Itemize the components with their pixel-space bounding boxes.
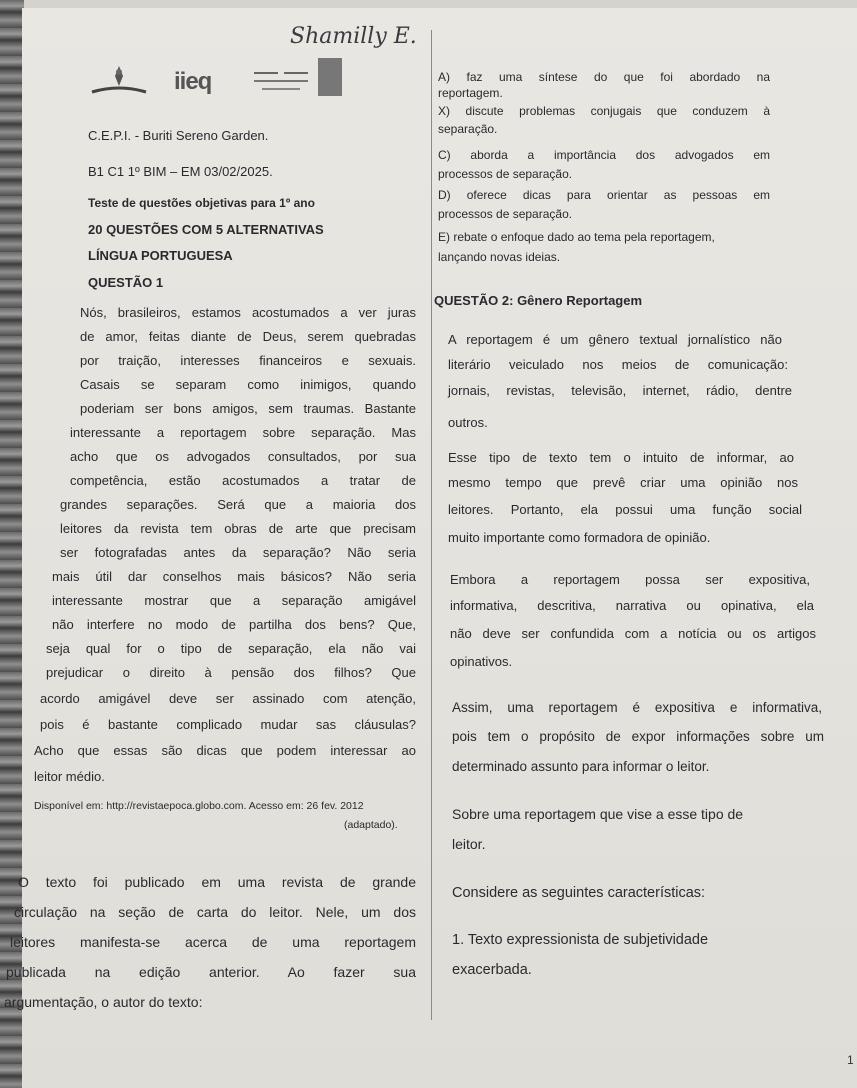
text-line: não interfere no modo de partilha dos bens? Que, — [52, 617, 416, 632]
text-line: por traição, interesses financeiros e sexuais. — [80, 353, 416, 368]
spiral-binding — [0, 0, 24, 1088]
consider-prompt: Considere as seguintes características: — [452, 885, 706, 901]
text-line: interessante mostrar que a separação amigável — [52, 593, 416, 608]
option-c[interactable]: C) aborda a importância dos advogados em — [438, 148, 770, 162]
option-e-cont: lançando novas ideias. — [438, 250, 561, 264]
subject-title: LÍNGUA PORTUGUESA — [88, 248, 233, 263]
class-line: B1 C1 1º BIM – EM 03/02/2025. — [88, 164, 273, 179]
government-logo-icon — [248, 64, 318, 98]
questions-info: 20 QUESTÕES COM 5 ALTERNATIVAS — [88, 222, 324, 237]
text-line: leitores da revista tem obras de arte que precisam — [60, 521, 416, 536]
institution-logo-text: iieq — [174, 68, 212, 95]
option-a[interactable]: A) faz uma síntese do que foi abordado na — [438, 70, 770, 84]
text-line: mesmo tempo que prevê criar uma opinião nos — [448, 475, 798, 490]
text-line: Nós, brasileiros, estamos acostumados a ver juras — [80, 305, 416, 320]
text-line: acordo amigável deve ser assinado com atenção, — [40, 691, 416, 706]
text-line: Esse tipo de texto tem o intuito de informar, ao — [448, 450, 794, 465]
source-adapted: (adaptado). — [344, 819, 398, 831]
option-d-cont: processos de separação. — [438, 207, 573, 221]
text-line: muito importante como formadora de opinião. — [448, 530, 711, 545]
text-line: pois é bastante complicado mudar sas cláusulas? — [40, 717, 416, 732]
text-line: interessante a reportagem sobre separação. Mas — [70, 425, 416, 440]
column-divider — [431, 30, 432, 1020]
text-line: mais útil dar conselhos mais básicos? Não seria — [52, 569, 416, 584]
text-line: grandes separações. Será que a maioria dos — [60, 497, 416, 512]
text-line: acho que os advogados consultados, por sua — [70, 449, 416, 464]
text-line: leitor. — [452, 836, 486, 852]
option-b-cont: separação. — [438, 122, 498, 136]
text-line: pois tem o propósito de expor informações sobre um — [452, 729, 824, 744]
text-line: opinativos. — [450, 654, 513, 669]
text-line: ser fotografadas antes da separação? Não seria — [60, 545, 416, 560]
option-d[interactable]: D) oferece dicas para orientar as pessoas em — [438, 188, 770, 202]
text-line: poderiam ser bons amigos, sem traumas. Bastante — [80, 401, 416, 416]
text-line: Embora a reportagem possa ser expositiva, — [450, 572, 810, 587]
question-1-title: QUESTÃO 1 — [88, 275, 164, 290]
prompt-line: argumentação, o autor do texto: — [4, 994, 203, 1010]
text-line: de amor, feitas diante de Deus, serem quebradas — [80, 329, 416, 344]
option-b-marked[interactable]: X) discute problemas conjugais que conduzem à — [438, 104, 770, 118]
text-line: determinado assunto para informar o leitor. — [452, 759, 710, 774]
school-name: C.E.P.I. - Buriti Sereno Garden. — [88, 128, 269, 143]
question-2-title: QUESTÃO 2: Gênero Reportagem — [434, 293, 643, 308]
prompt-line: leitores manifesta-se acerca de uma reportagem — [10, 934, 416, 950]
text-line: competência, estão acostumados a tratar de — [70, 473, 416, 488]
text-line: jornais, revistas, televisão, internet, rádio, dentre — [448, 383, 792, 398]
text-line: literário veiculado nos meios de comunicação: — [448, 357, 788, 372]
text-line: prejudicar o direito à pensão dos filhos? Que — [46, 665, 416, 680]
text-line: Assim, uma reportagem é expositiva e informativa, — [452, 700, 822, 715]
source-citation: Disponível em: http://revistaepoca.globo.com. Acesso em: 26 fev. 2012 — [34, 800, 364, 812]
option-a-cont: reportagem. — [438, 86, 503, 100]
test-title: Teste de questões objetivas para 1º ano — [88, 196, 315, 210]
header-logos — [88, 58, 338, 102]
prompt-line: O texto foi publicado em uma revista de grande — [18, 874, 416, 890]
text-line: outros. — [448, 415, 488, 430]
text-line: informativa, descritiva, narrativa ou opinativa, ela — [450, 598, 814, 613]
text-line: seja qual for o tipo de separação, ela não vai — [46, 641, 416, 656]
characteristic-1: 1. Texto expressionista de subjetividade — [452, 932, 709, 948]
text-line: Casais se separam como inimigos, quando — [80, 377, 416, 392]
characteristic-1-cont: exacerbada. — [452, 962, 532, 978]
option-e[interactable]: E) rebate o enfoque dado ao tema pela reportagem, — [438, 230, 715, 244]
school-seal-icon — [88, 62, 150, 98]
text-line: não deve ser confundida com a notícia ou os artigos — [450, 626, 816, 641]
text-line: Sobre uma reportagem que vise a esse tipo de — [452, 806, 744, 822]
student-name-handwritten: Shamilly E. — [290, 24, 417, 49]
text-line: Acho que essas são dicas que podem interessar ao — [34, 743, 416, 758]
text-line: leitores. Portanto, ela possui uma função social — [448, 502, 802, 517]
prompt-line: circulação na seção de carta do leitor. Nele, um dos — [14, 904, 416, 920]
option-c-cont: processos de separação. — [438, 167, 573, 181]
text-line: leitor médio. — [34, 769, 105, 784]
prompt-line: publicada na edição anterior. Ao fazer sua — [6, 964, 416, 980]
page-number: 1 — [847, 1053, 854, 1067]
flag-logo-icon — [318, 58, 342, 96]
text-line: A reportagem é um gênero textual jornalístico não — [448, 332, 782, 347]
